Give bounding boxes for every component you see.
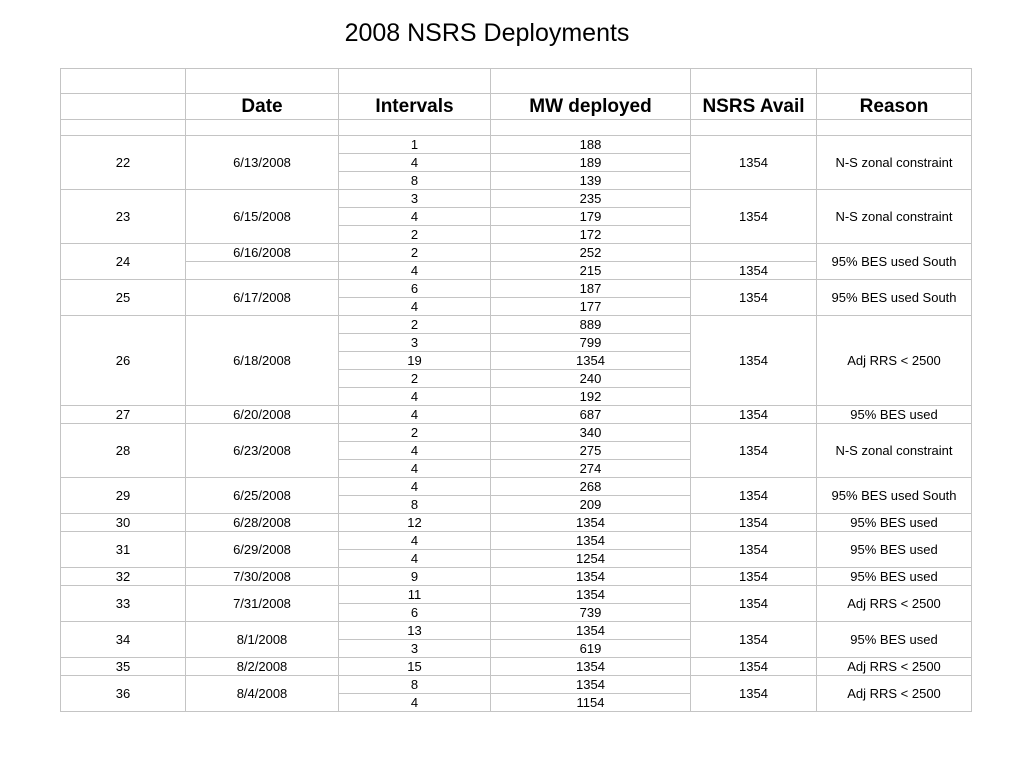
deployment-id-cell: 36 [61,676,186,712]
mw-deployed-cell: 139 [491,172,691,190]
nsrs-avail-cell: 1354 [691,316,817,406]
mw-deployed-cell: 215 [491,262,691,280]
date-cell: 6/23/2008 [186,424,339,478]
reason-cell: 95% BES used [817,532,972,568]
intervals-cell: 9 [339,568,491,586]
intervals-cell: 8 [339,676,491,694]
mw-deployed-cell: 1354 [491,676,691,694]
reason-cell: Adj RRS < 2500 [817,586,972,622]
nsrs-avail-cell: 1354 [691,676,817,712]
table-row [61,658,972,676]
nsrs-avail-cell: 1354 [691,190,817,244]
intervals-cell: 8 [339,496,491,514]
date-cell: 8/4/2008 [186,676,339,712]
col-header-intervals: Intervals [339,94,491,120]
col-header-date: Date [186,94,339,120]
mw-deployed-cell: 1354 [491,658,691,676]
intervals-cell: 2 [339,316,491,334]
reason-cell: 95% BES used South [817,244,972,280]
intervals-cell: 4 [339,208,491,226]
deployment-id-cell: 23 [61,190,186,244]
col-header-reason: Reason [817,94,972,120]
date-cell: 6/17/2008 [186,280,339,316]
mw-deployed-cell: 619 [491,640,691,658]
table-body [61,69,972,712]
deployment-id-cell: 34 [61,622,186,658]
intervals-cell: 8 [339,172,491,190]
reason-cell: 95% BES used [817,622,972,658]
date-cell: 6/28/2008 [186,514,339,532]
nsrs-avail-cell: 1354 [691,514,817,532]
blank-row [61,120,972,136]
mw-deployed-cell: 889 [491,316,691,334]
intervals-cell: 6 [339,604,491,622]
intervals-cell: 3 [339,640,491,658]
intervals-cell: 2 [339,424,491,442]
mw-deployed-cell: 240 [491,370,691,388]
date-cell: 7/31/2008 [186,586,339,622]
reason-cell: N-S zonal constraint [817,424,972,478]
table-row [61,586,972,604]
reason-cell: 95% BES used South [817,478,972,514]
table-row [61,316,972,334]
deployments-table [60,68,972,712]
deployment-id-cell: 28 [61,424,186,478]
mw-deployed-cell: 252 [491,244,691,262]
mw-deployed-cell: 235 [491,190,691,208]
date-cell: 6/13/2008 [186,136,339,190]
date-cell: 6/25/2008 [186,478,339,514]
date-cell: 7/30/2008 [186,568,339,586]
deployment-id-cell: 31 [61,532,186,568]
table-row [61,424,972,442]
reason-cell: Adj RRS < 2500 [817,658,972,676]
nsrs-avail-cell: 1354 [691,622,817,658]
table-row [61,676,972,694]
deployment-id-cell: 22 [61,136,186,190]
intervals-cell: 4 [339,694,491,712]
nsrs-avail-cell: 1354 [691,532,817,568]
nsrs-avail-cell: 1354 [691,136,817,190]
deployment-id-cell: 29 [61,478,186,514]
mw-deployed-cell: 177 [491,298,691,316]
reason-cell: N-S zonal constraint [817,136,972,190]
table-row [61,406,972,424]
deployment-id-cell: 24 [61,244,186,280]
mw-deployed-cell: 1354 [491,586,691,604]
date-cell: 6/18/2008 [186,316,339,406]
page-title: 2008 NSRS Deployments [344,19,630,47]
blank-row [61,69,972,94]
col-header-id [61,94,186,120]
date-cell: 6/16/2008 [186,244,339,262]
intervals-cell: 4 [339,460,491,478]
col-header-nsrs-avail: NSRS Avail [691,94,817,120]
intervals-cell: 2 [339,226,491,244]
table-row [61,532,972,550]
intervals-cell: 4 [339,154,491,172]
nsrs-avail-cell: 1354 [691,424,817,478]
mw-deployed-cell: 1354 [491,352,691,370]
deployment-id-cell: 30 [61,514,186,532]
intervals-cell: 6 [339,280,491,298]
mw-deployed-cell: 687 [491,406,691,424]
mw-deployed-cell: 209 [491,496,691,514]
mw-deployed-cell: 179 [491,208,691,226]
reason-cell: 95% BES used South [817,280,972,316]
deployment-id-cell: 33 [61,586,186,622]
reason-cell: 95% BES used [817,514,972,532]
nsrs-avail-cell: 1354 [691,406,817,424]
mw-deployed-cell: 192 [491,388,691,406]
reason-cell: N-S zonal constraint [817,190,972,244]
date-cell: 6/15/2008 [186,190,339,244]
table-row [61,514,972,532]
nsrs-avail-cell: 1354 [691,478,817,514]
intervals-cell: 4 [339,388,491,406]
table-row [61,190,972,208]
intervals-cell: 4 [339,262,491,280]
nsrs-avail-cell: 1354 [691,568,817,586]
intervals-cell: 4 [339,406,491,424]
deployment-id-cell: 32 [61,568,186,586]
intervals-cell: 1 [339,136,491,154]
intervals-cell: 4 [339,298,491,316]
intervals-cell: 2 [339,244,491,262]
intervals-cell: 4 [339,532,491,550]
mw-deployed-cell: 189 [491,154,691,172]
intervals-cell: 3 [339,190,491,208]
deployment-id-cell: 25 [61,280,186,316]
table-row [61,478,972,496]
intervals-cell: 2 [339,370,491,388]
intervals-cell: 4 [339,442,491,460]
reason-cell: Adj RRS < 2500 [817,316,972,406]
mw-deployed-cell: 799 [491,334,691,352]
mw-deployed-cell: 340 [491,424,691,442]
mw-deployed-cell: 187 [491,280,691,298]
nsrs-avail-cell: 1354 [691,280,817,316]
reason-cell: 95% BES used [817,406,972,424]
col-header-mw-deployed: MW deployed [491,94,691,120]
table-row [61,280,972,298]
deployment-id-cell: 35 [61,658,186,676]
header-row [61,94,972,120]
mw-deployed-cell: 188 [491,136,691,154]
mw-deployed-cell: 1354 [491,532,691,550]
mw-deployed-cell: 268 [491,478,691,496]
intervals-cell: 12 [339,514,491,532]
mw-deployed-cell: 1354 [491,622,691,640]
deployment-id-cell: 27 [61,406,186,424]
mw-deployed-cell: 274 [491,460,691,478]
intervals-cell: 15 [339,658,491,676]
table-row [61,244,972,262]
date-cell: 6/29/2008 [186,532,339,568]
table-row [61,622,972,640]
intervals-cell: 13 [339,622,491,640]
date-cell: 8/1/2008 [186,622,339,658]
reason-cell: 95% BES used [817,568,972,586]
intervals-cell: 4 [339,550,491,568]
mw-deployed-cell: 1154 [491,694,691,712]
nsrs-avail-cell: 1354 [691,658,817,676]
intervals-cell: 19 [339,352,491,370]
date-cell: 8/2/2008 [186,658,339,676]
mw-deployed-cell: 1354 [491,568,691,586]
mw-deployed-cell: 739 [491,604,691,622]
mw-deployed-cell: 275 [491,442,691,460]
mw-deployed-cell: 172 [491,226,691,244]
table-row [61,136,972,154]
intervals-cell: 11 [339,586,491,604]
nsrs-avail-cell [691,244,817,262]
reason-cell: Adj RRS < 2500 [817,676,972,712]
intervals-cell: 3 [339,334,491,352]
date-cell [186,262,339,280]
deployment-id-cell: 26 [61,316,186,406]
date-cell: 6/20/2008 [186,406,339,424]
mw-deployed-cell: 1254 [491,550,691,568]
mw-deployed-cell: 1354 [491,514,691,532]
table-row [61,568,972,586]
nsrs-avail-cell: 1354 [691,586,817,622]
intervals-cell: 4 [339,478,491,496]
nsrs-avail-cell: 1354 [691,262,817,280]
